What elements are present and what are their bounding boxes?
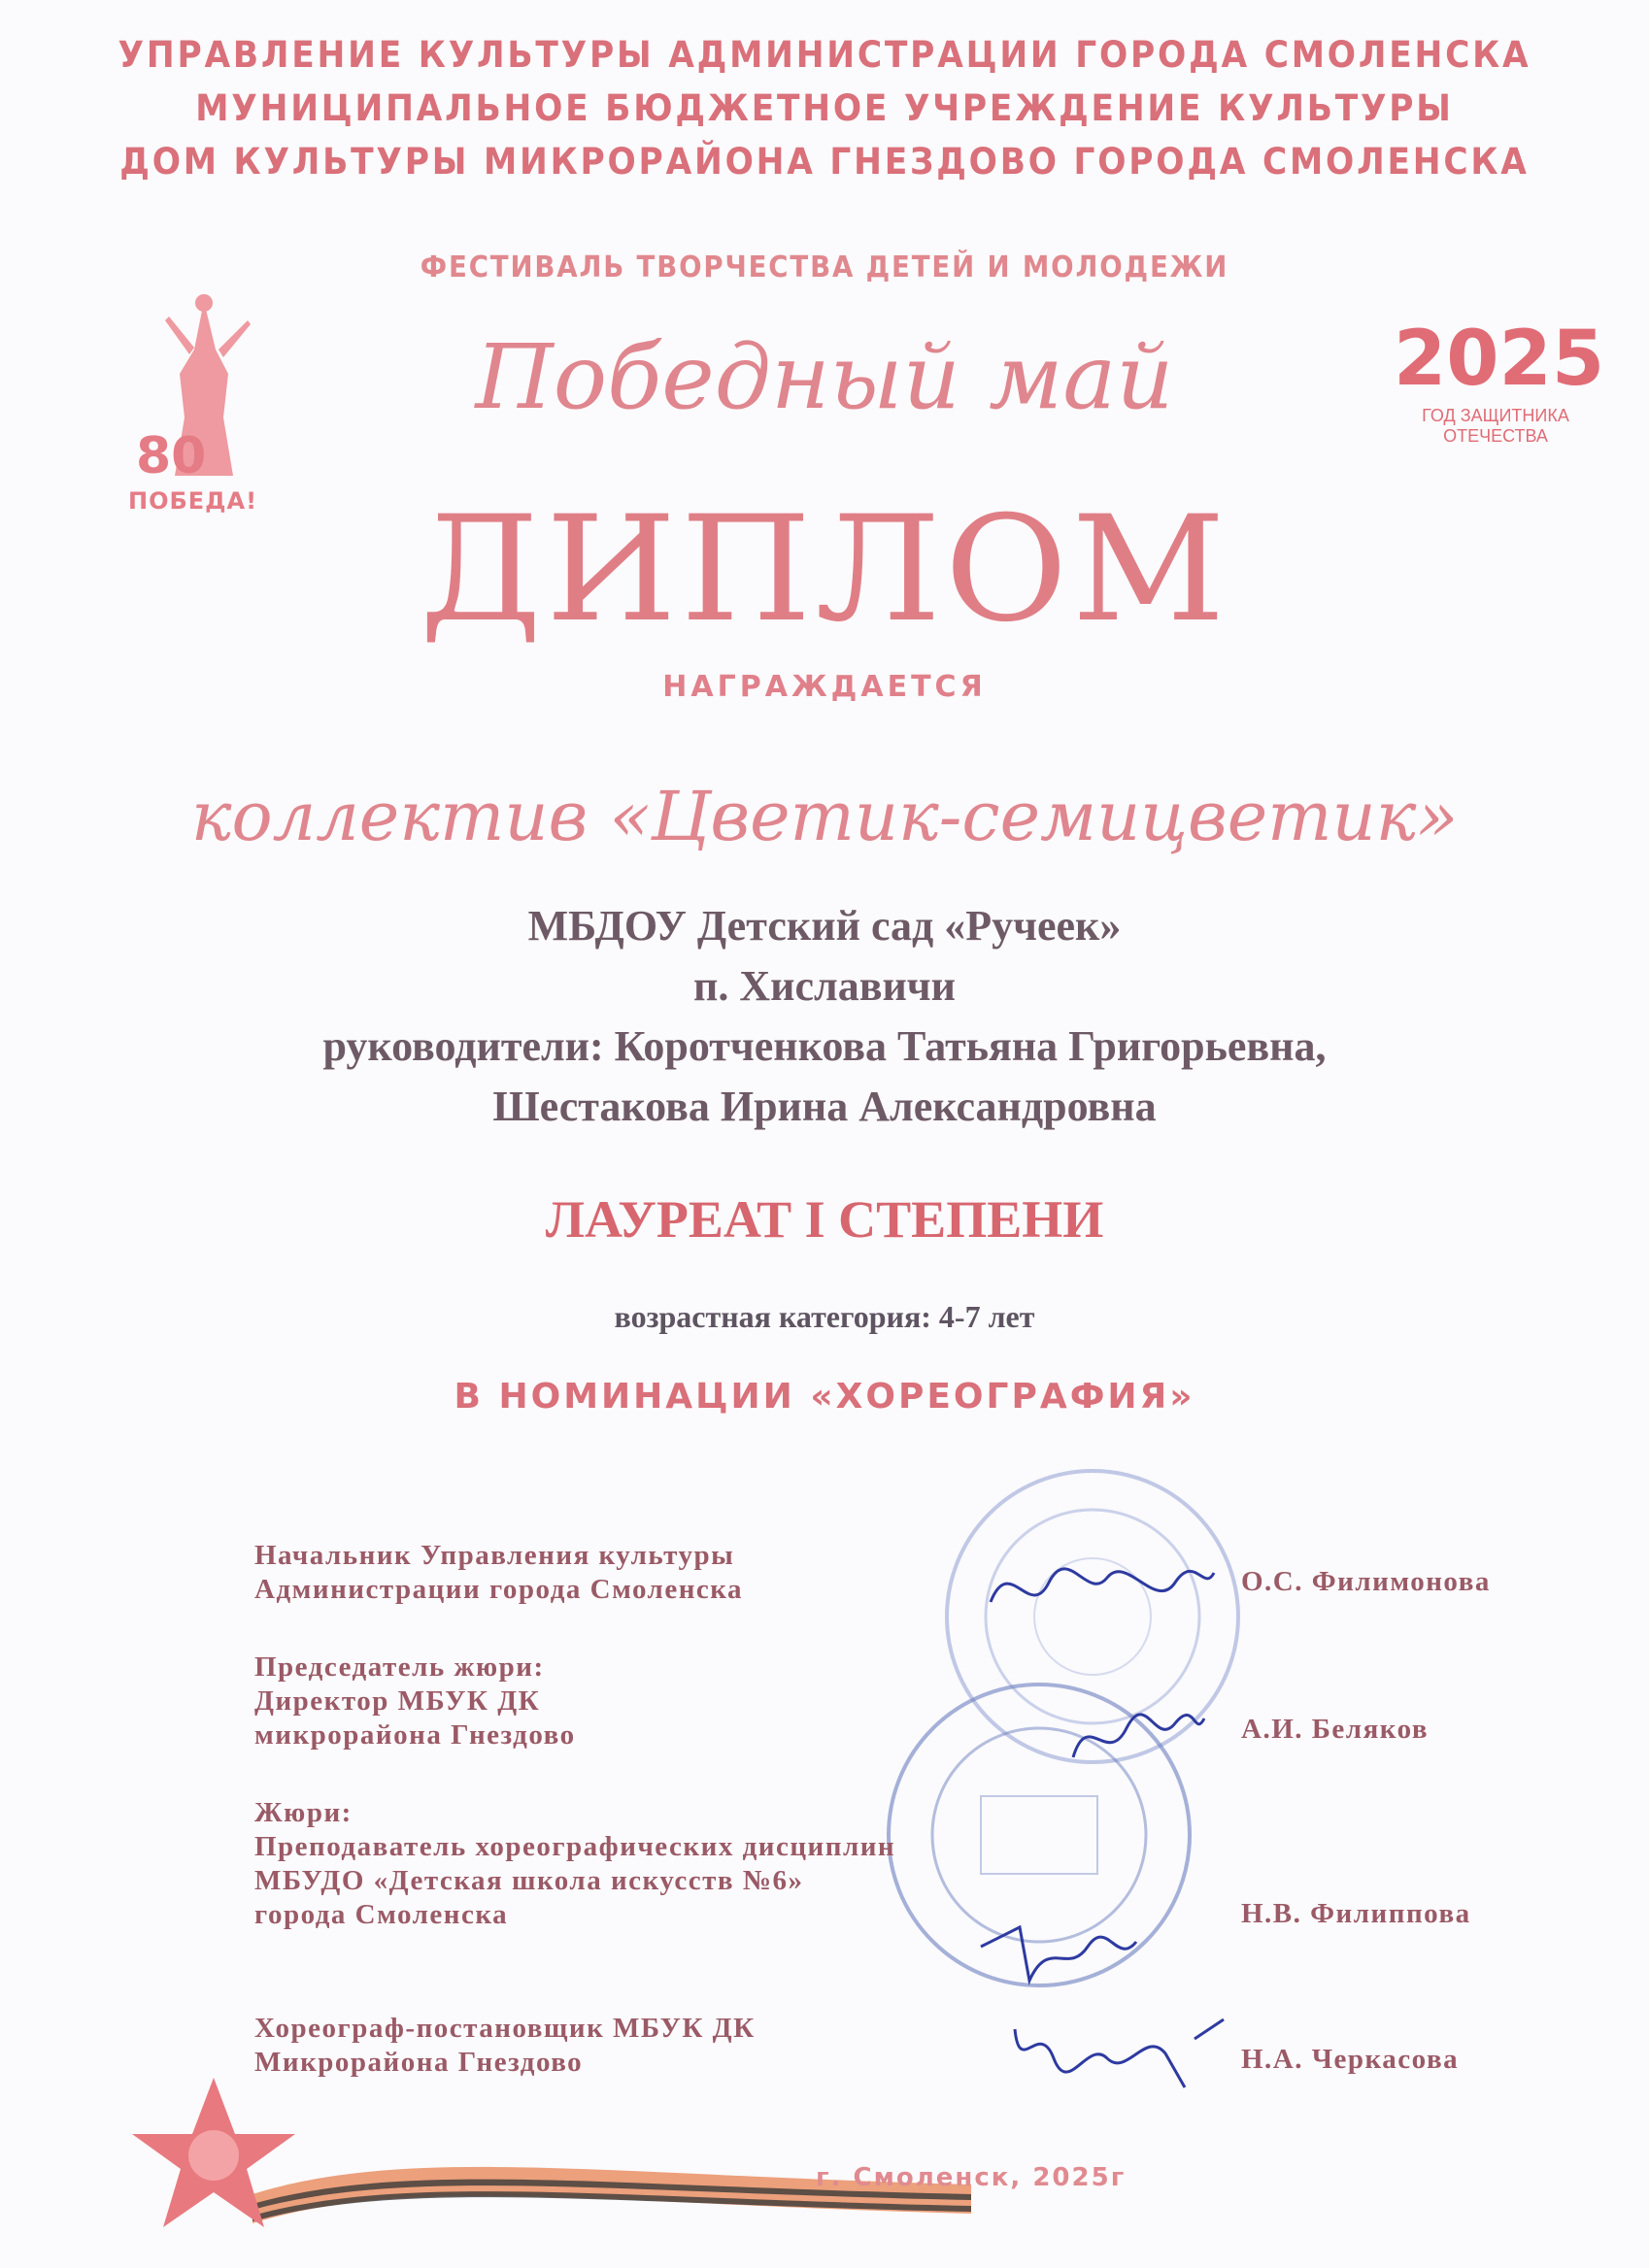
header-line-1: УПРАВЛЕНИЕ КУЛЬТУРЫ АДМИНИСТРАЦИИ ГОРОДА СМОЛЕНСКА xyxy=(118,34,1531,76)
collective-name: коллектив «Цветик-семицветик» xyxy=(190,777,1459,856)
leaders-line-1: руководители: Коротченкова Татьяна Григорьевна, xyxy=(322,1022,1327,1070)
festival-title: ФЕСТИВАЛЬ ТВОРЧЕСТВА ДЕТЕЙ И МОЛОДЕЖИ xyxy=(420,250,1229,284)
signatory-3-role-line-3: МБУДО «Детская школа искусств №6» xyxy=(254,1865,804,1896)
place-name: п. Хиславичи xyxy=(693,962,956,1010)
year-number: 2025 xyxy=(1394,316,1605,403)
signatory-1-role-line-1: Начальник Управления культуры xyxy=(254,1540,735,1571)
signature-3 xyxy=(961,1908,1156,1995)
signatory-2-role xyxy=(254,1651,576,1752)
star-ribbon-decoration xyxy=(117,2058,991,2252)
signature-1 xyxy=(971,1544,1224,1631)
awarded-label: НАГРАЖДАЕТСЯ xyxy=(662,670,987,704)
signatory-1-name: О.С. Филимонова xyxy=(1241,1566,1491,1597)
signatory-4-name: Н.А. Черкасова xyxy=(1241,2044,1460,2075)
festival-name: Победный май xyxy=(475,325,1174,429)
signatory-4-role-line-1: Хореограф-постановщик МБУК ДК xyxy=(254,2013,756,2044)
leaders-line-2: Шестакова Ирина Александровна xyxy=(492,1083,1157,1130)
signatory-2-role-line-1: Председатель жюри: xyxy=(254,1651,545,1683)
year-caption-2: ОТЕЧЕСТВА xyxy=(1443,426,1548,446)
header-line-2: МУНИЦИПАЛЬНОЕ БЮДЖЕТНОЕ УЧРЕЖДЕНИЕ КУЛЬТУРЫ xyxy=(195,87,1454,129)
nomination: В НОМИНАЦИИ «ХОРЕОГРАФИЯ» xyxy=(454,1377,1195,1417)
signatory-2-name: А.И. Беляков xyxy=(1241,1714,1430,1745)
signatory-2-role-line-2: Директор МБУК ДК xyxy=(254,1685,541,1717)
logo-text: ПОБЕДА! xyxy=(128,487,258,515)
signatory-3-role-line-4: города Смоленска xyxy=(254,1899,509,1930)
diploma-title: ДИПЛОМ xyxy=(420,485,1229,654)
signatory-2-role-line-3: микрорайона Гнездово xyxy=(254,1719,576,1751)
signatory-1-role xyxy=(254,1539,743,1607)
header-line-3: ДОМ КУЛЬТУРЫ МИКРОРАЙОНА ГНЕЗДОВО ГОРОДА СМОЛЕНСКА xyxy=(119,141,1530,183)
signatory-3-role-line-2: Преподаватель хореографических дисциплин xyxy=(254,1831,896,1862)
city-date: г. Смоленск, 2025г xyxy=(816,2163,1127,2192)
signatory-3-role-line-1: Жюри: xyxy=(254,1797,353,1828)
signatory-3-name: Н.В. Филиппова xyxy=(1241,1898,1471,1929)
laureate-degree: ЛАУРЕАТ I СТЕПЕНИ xyxy=(545,1190,1104,1249)
signatory-4-role-line-2: Микрорайона Гнездово xyxy=(254,2047,584,2078)
signatory-3-role xyxy=(254,1796,895,1932)
signature-2 xyxy=(1059,1689,1214,1777)
year-logo xyxy=(1394,316,1605,447)
signatory-1-role-line-2: Администрации города Смоленска xyxy=(254,1574,744,1605)
institution-name: МБДОУ Детский сад «Ручеек» xyxy=(527,902,1122,950)
logo-number: 80 xyxy=(136,427,207,485)
year-caption-1: ГОД ЗАЩИТНИКА xyxy=(1422,406,1569,425)
age-category: возрастная категория: 4-7 лет xyxy=(614,1299,1035,1334)
signature-4 xyxy=(1000,2000,1233,2097)
